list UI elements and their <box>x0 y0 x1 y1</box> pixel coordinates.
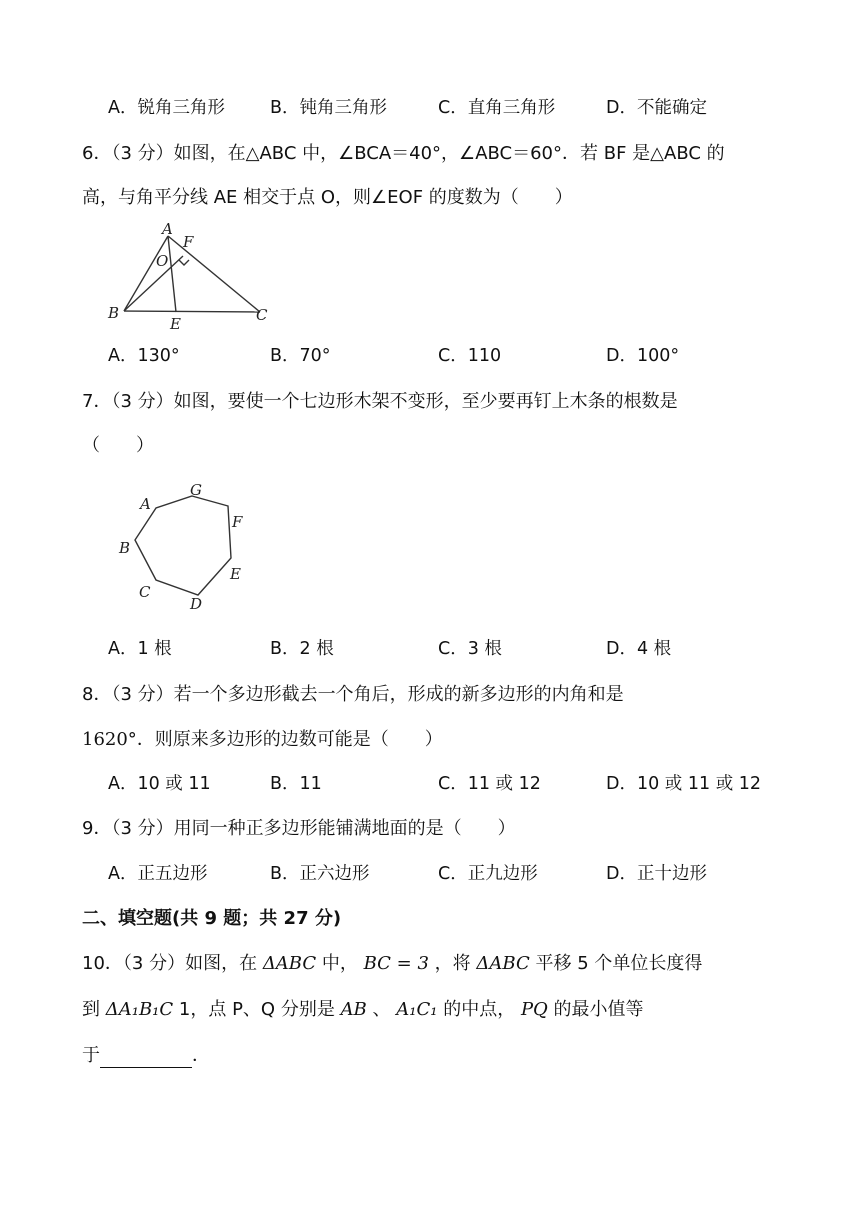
q10-math-translated-triangle: ΔA₁B₁C <box>105 999 174 1020</box>
q10-text-10: 于 <box>82 1045 100 1066</box>
q7-label-c: C <box>139 583 151 601</box>
q9-options <box>0 862 860 886</box>
q10-stem-line3 <box>82 1044 210 1068</box>
q6-option-d[interactable]: D．100° <box>606 346 680 366</box>
q10-stem-line2 <box>82 998 644 1022</box>
q6-label-a: A <box>162 220 173 238</box>
q5-option-d[interactable]: D．不能确定 <box>606 98 707 118</box>
q8-stem-line1: 8．（3 分）若一个多边形截去一个角后，形成的新多边形的内角和是 <box>82 684 624 705</box>
q10-math-triangle: ΔABC <box>262 953 317 974</box>
q7-stem-line2: （ ） <box>82 435 154 456</box>
q7-option-b[interactable]: B．2 根 <box>270 639 334 659</box>
section2-title: 二、填空题(共 9 题；共 27 分) <box>82 908 342 929</box>
q7-option-a[interactable]: A．1 根 <box>108 639 172 659</box>
q10-text-4: 平移 5 个单位长度得 <box>535 953 703 974</box>
q7-label-d: D <box>190 595 203 613</box>
q9-stem: 9．（3 分）用同一种正多边形能铺满地面的是（ ） <box>82 818 516 839</box>
q8-stem-line2 <box>82 728 443 752</box>
q10-text-6: 1，点 P、Q 分别是 <box>178 999 335 1020</box>
q9-option-c[interactable]: C．正九边形 <box>438 864 538 884</box>
q7-heptagon-figure <box>110 476 270 616</box>
q10-text-7: 、 <box>372 999 391 1020</box>
q6-option-c[interactable]: C．110 <box>438 346 502 366</box>
q5-option-c[interactable]: C．直角三角形 <box>438 98 556 118</box>
q10-text-3: ，将 <box>434 953 471 974</box>
q10-math-ab: AB <box>340 999 367 1020</box>
q6-label-b: B <box>108 304 120 322</box>
q8-stem-line2-text: ．则原来多边形的边数可能是（ ） <box>136 729 443 750</box>
q10-text-11: ． <box>192 1045 210 1066</box>
q10-math-a1c1: A₁C₁ <box>396 999 438 1020</box>
q7-label-b: B <box>119 539 131 557</box>
q10-text-8: 的中点， <box>443 999 516 1020</box>
q10-math-triangle-2: ΔABC <box>476 953 530 974</box>
q5-option-b[interactable]: B．钝角三角形 <box>270 98 388 118</box>
q10-text-5: 到 <box>82 999 100 1020</box>
q6-option-a[interactable]: A．130° <box>108 346 180 366</box>
q6-label-e: E <box>170 315 181 332</box>
q10-math-bc: BC = 3 <box>363 953 429 974</box>
q5-options <box>0 96 860 120</box>
q7-label-a: A <box>140 495 151 513</box>
q7-option-c[interactable]: C．3 根 <box>438 639 502 659</box>
q9-option-d[interactable]: D．正十边形 <box>606 864 707 884</box>
q7-label-f: F <box>232 513 243 531</box>
q7-label-g: G <box>190 481 202 499</box>
q6-option-b[interactable]: B．70° <box>270 346 331 366</box>
q9-option-b[interactable]: B．正六边形 <box>270 864 370 884</box>
q8-option-b[interactable]: B．11 <box>270 774 322 794</box>
q6-label-f: F <box>183 233 194 251</box>
q6-options <box>0 344 860 368</box>
q7-option-d[interactable]: D．4 根 <box>606 639 672 659</box>
q6-triangle-figure <box>100 220 280 332</box>
q6-stem-line2: 高，与角平分线 AE 相交于点 O，则∠EOF 的度数为（ ） <box>82 187 573 208</box>
q7-options <box>0 637 860 661</box>
q8-options <box>0 772 860 796</box>
q6-label-o: O <box>156 252 169 270</box>
q10-answer-blank[interactable] <box>100 1049 192 1068</box>
q10-text-1: 10．（3 分）如图，在 <box>82 953 258 974</box>
q6-stem-line1: 6．（3 分）如图，在△ABC 中，∠BCA＝40°，∠ABC＝60°．若 BF 是△ABC 的 <box>82 143 725 164</box>
q10-stem-line1 <box>82 952 702 976</box>
q10-math-pq: PQ <box>520 999 548 1020</box>
q10-text-2: 中， <box>321 953 358 974</box>
q7-label-e: E <box>230 565 241 583</box>
q5-option-a[interactable]: A．锐角三角形 <box>108 98 225 118</box>
q10-text-9: 的最小值等 <box>553 999 644 1020</box>
q7-stem-line1: 7．（3 分）如图，要使一个七边形木架不变形，至少要再钉上木条的根数是 <box>82 391 678 412</box>
q8-option-d[interactable]: D．10 或 11 或 12 <box>606 774 762 794</box>
q8-angle-sum: 1620° <box>82 729 137 750</box>
q9-option-a[interactable]: A．正五边形 <box>108 864 208 884</box>
q8-option-a[interactable]: A．10 或 11 <box>108 774 211 794</box>
q6-label-c: C <box>256 306 268 324</box>
q8-option-c[interactable]: C．11 或 12 <box>438 774 541 794</box>
